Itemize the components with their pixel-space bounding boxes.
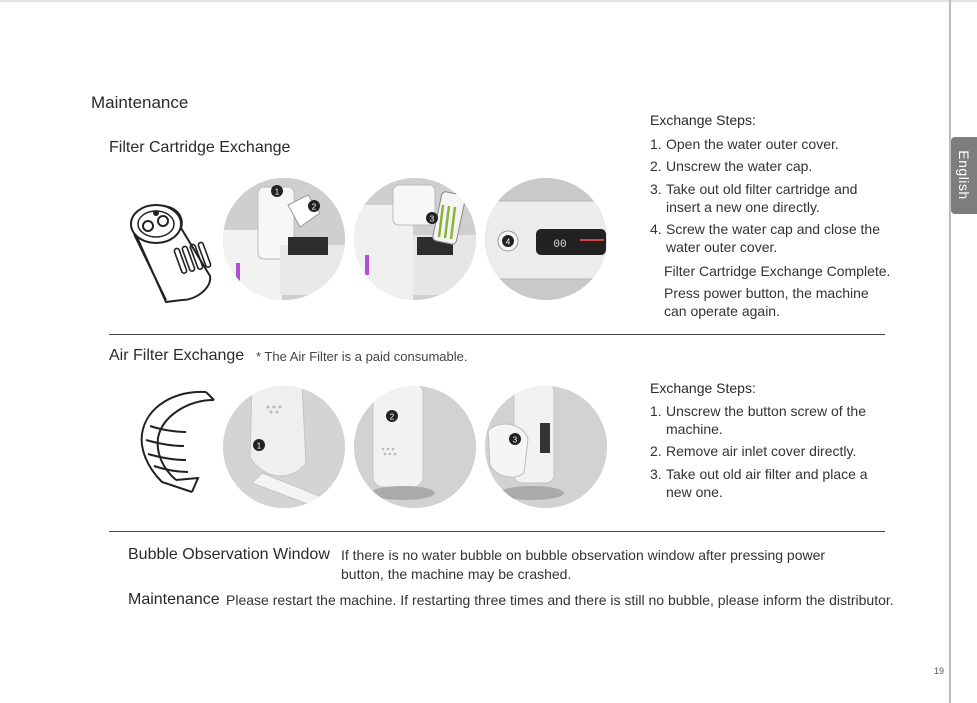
filter-step-3-photo — [353, 175, 477, 303]
filter-step-item: 2. Unscrew the water cap. — [650, 158, 813, 174]
marker-label: 4 — [505, 237, 511, 247]
maintenance-text: Please restart the machine. If restarting three times and there is still no bubble, please inform the distributor. — [226, 592, 894, 608]
air-step-3-photo — [484, 383, 608, 511]
filter-step-1-photo — [222, 175, 346, 303]
marker-label: 1 — [274, 187, 280, 197]
air-section-title: Air Filter Exchange — [109, 347, 245, 364]
air-step-1-photo — [222, 383, 346, 511]
filter-power-text: Press power button, the machine can operate again. — [664, 285, 869, 319]
marker-label: 2 — [311, 202, 317, 212]
section-divider — [109, 334, 885, 335]
section-divider — [109, 531, 885, 532]
air-filter-illustration — [136, 386, 222, 496]
language-tab-label: English — [956, 150, 972, 200]
filter-complete-text: Filter Cartridge Exchange Complete. — [664, 263, 891, 279]
air-step-item: 1. Unscrew the button screw of the machine. — [650, 403, 866, 437]
filter-step-item: 3. Take out old filter cartridge and insert a new one directly. — [650, 181, 858, 215]
air-steps-title: Exchange Steps: — [650, 380, 756, 396]
air-filter-note: * The Air Filter is a paid consumable. — [256, 349, 468, 364]
air-step-item: 2. Remove air inlet cover directly. — [650, 443, 857, 459]
language-tab[interactable] — [951, 137, 977, 214]
maintenance-label: Maintenance — [128, 591, 220, 608]
bubble-window-label: Bubble Observation Window — [128, 546, 330, 563]
page-number: 19 — [934, 666, 945, 676]
marker-label: 3 — [512, 435, 518, 445]
side-border — [949, 0, 951, 703]
display-readout: 00 — [553, 239, 567, 251]
filter-step-item: 4. Screw the water cap and close the water outer cover. — [650, 221, 881, 255]
section-title: Maintenance — [91, 93, 189, 112]
marker-label: 1 — [256, 441, 262, 451]
filter-cartridge-illustration — [126, 196, 218, 308]
top-border — [0, 0, 977, 2]
filter-section-title: Filter Cartridge Exchange — [109, 139, 291, 156]
filter-steps-title: Exchange Steps: — [650, 112, 756, 128]
air-step-2-photo — [353, 383, 477, 511]
marker-label: 2 — [389, 412, 395, 422]
bubble-window-text: If there is no water bubble on bubble observation window after pressing power button, the machine may be crashed. — [341, 547, 826, 582]
filter-step-4-photo — [484, 175, 608, 303]
air-step-item: 3. Take out old air filter and place a new one. — [650, 466, 868, 500]
marker-label: 3 — [429, 214, 435, 224]
filter-step-item: 1. Open the water outer cover. — [650, 136, 839, 152]
